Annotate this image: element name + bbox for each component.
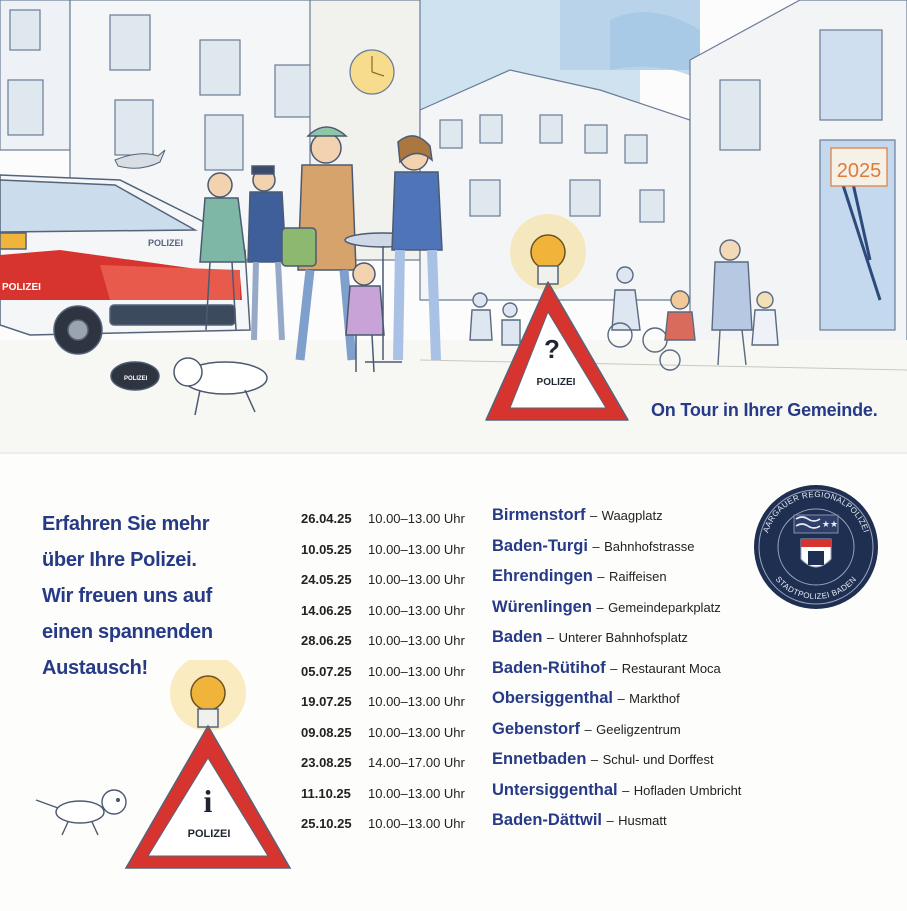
event-location: Restaurant Moca	[621, 660, 721, 676]
event-location: Bahnhofstrasse	[604, 538, 695, 554]
event-separator: –	[589, 508, 598, 523]
event-location: Gemeindeparkplatz	[608, 599, 721, 615]
event-date: 25.10.25	[301, 816, 352, 831]
event-separator: –	[622, 782, 630, 798]
event-separator: –	[610, 660, 618, 676]
schedule-row	[295, 505, 815, 536]
event-date: 10.05.25	[301, 541, 352, 557]
event-town: Birmenstorf	[492, 506, 586, 524]
event-date: 09.08.25	[301, 724, 352, 740]
event-time: 10.00–13.00 Uhr	[368, 602, 465, 618]
event-time: 10.00–13.00 Uhr	[368, 541, 465, 557]
event-location: Hofladen Umbricht	[633, 782, 742, 798]
section-divider	[0, 452, 907, 454]
event-place	[492, 750, 714, 769]
intro-line: über Ihre Polizei.	[42, 549, 197, 571]
tagline: On Tour in Ihrer Gemeinde.	[651, 400, 878, 420]
schedule-row	[295, 810, 815, 841]
shop-sign-2025: 2025	[836, 160, 882, 182]
sign-info-text: POLIZEI	[187, 828, 231, 840]
event-time: 10.00–13.00 Uhr	[368, 511, 465, 526]
event-separator: –	[546, 630, 555, 645]
event-town: Untersiggenthal	[492, 780, 618, 799]
event-time: 10.00–13.00 Uhr	[368, 785, 465, 801]
schedule-row	[295, 627, 815, 658]
intro-line: Austausch!	[42, 657, 148, 679]
police-badge-logo	[746, 481, 886, 611]
event-date: 19.07.25	[301, 694, 352, 709]
event-separator: –	[597, 569, 605, 584]
event-date: 23.08.25	[301, 755, 352, 770]
event-date: 28.06.25	[301, 633, 352, 648]
intro-line: einen spannenden	[42, 621, 213, 643]
small-dog-icon	[36, 790, 126, 835]
event-date: 14.06.25	[301, 602, 352, 618]
event-date: 24.05.25	[301, 572, 352, 587]
event-town: Baden-Turgi	[492, 536, 588, 555]
event-place	[492, 506, 663, 525]
badge-coat-of-arms	[794, 515, 838, 567]
sign-info-symbol: i	[203, 783, 213, 819]
event-town: Ennetbaden	[492, 750, 587, 768]
sign-text: POLIZEI	[536, 377, 576, 388]
event-place	[492, 628, 688, 647]
event-location: Raiffeisen	[608, 569, 667, 584]
event-town: Baden-Rütihof	[492, 658, 606, 677]
event-time: 10.00–13.00 Uhr	[368, 633, 465, 648]
schedule-row	[295, 536, 815, 567]
badge-bottom-text: STADTPOLIZEI BADEN	[773, 574, 859, 602]
event-separator: –	[592, 538, 600, 554]
car-hood-text: POLIZEI	[148, 238, 184, 248]
event-place	[492, 689, 680, 708]
event-town: Würenlingen	[492, 597, 592, 616]
schedule-row	[295, 719, 815, 750]
event-location: Markthof	[629, 691, 680, 706]
event-location: Waagplatz	[601, 508, 663, 523]
event-town: Ehrendingen	[492, 567, 593, 585]
event-time: 10.00–13.00 Uhr	[368, 663, 465, 679]
badge-top-text: AARGAUER REGIONALPOLIZEI	[761, 489, 871, 534]
schedule-row	[295, 566, 815, 597]
event-time: 10.00–13.00 Uhr	[368, 572, 465, 587]
intro-text	[42, 506, 272, 686]
event-location: Unterer Bahnhofsplatz	[558, 630, 688, 645]
event-time: 14.00–17.00 Uhr	[368, 755, 465, 770]
schedule-row	[295, 688, 815, 719]
intro-line: Erfahren Sie mehr	[42, 513, 210, 535]
event-date: 11.10.25	[301, 785, 351, 801]
event-time: 10.00–13.00 Uhr	[368, 724, 465, 740]
event-separator: –	[606, 813, 614, 828]
event-separator: –	[596, 599, 604, 615]
event-separator: –	[617, 691, 625, 706]
event-separator: –	[584, 721, 592, 737]
event-location: Schul- und Dorffest	[602, 752, 714, 767]
schedule-row	[295, 749, 815, 780]
event-place	[492, 537, 694, 556]
event-place	[492, 567, 667, 586]
event-location: Geeligzentrum	[596, 721, 681, 737]
event-time: 10.00–13.00 Uhr	[368, 694, 465, 709]
event-date: 26.04.25	[301, 511, 352, 526]
lower-illustration	[28, 660, 308, 880]
schedule-row	[295, 597, 815, 628]
sign-question-mark: ?	[544, 334, 560, 364]
event-separator: –	[590, 752, 599, 767]
intro-line: Wir freuen uns auf	[42, 585, 212, 607]
event-place	[492, 720, 681, 739]
event-town: Obersiggenthal	[492, 689, 614, 707]
event-place	[492, 811, 667, 830]
event-time: 10.00–13.00 Uhr	[368, 816, 465, 831]
schedule-row	[295, 658, 815, 689]
tour-schedule	[295, 505, 815, 841]
event-town: Baden	[492, 628, 543, 646]
event-location: Husmatt	[618, 813, 667, 828]
event-date: 05.07.25	[301, 663, 352, 679]
event-place	[492, 598, 721, 617]
event-place	[492, 781, 741, 800]
street-scene-illustration	[0, 0, 907, 452]
event-town: Baden-Dättwil	[492, 811, 603, 829]
schedule-row	[295, 780, 815, 811]
car-side-text: POLIZEI	[2, 282, 41, 293]
svg-text:★★: ★★	[821, 520, 839, 530]
event-town: Gebenstorf	[492, 719, 581, 738]
dog-cap-text: POLIZEI	[124, 376, 148, 382]
event-place	[492, 659, 721, 678]
